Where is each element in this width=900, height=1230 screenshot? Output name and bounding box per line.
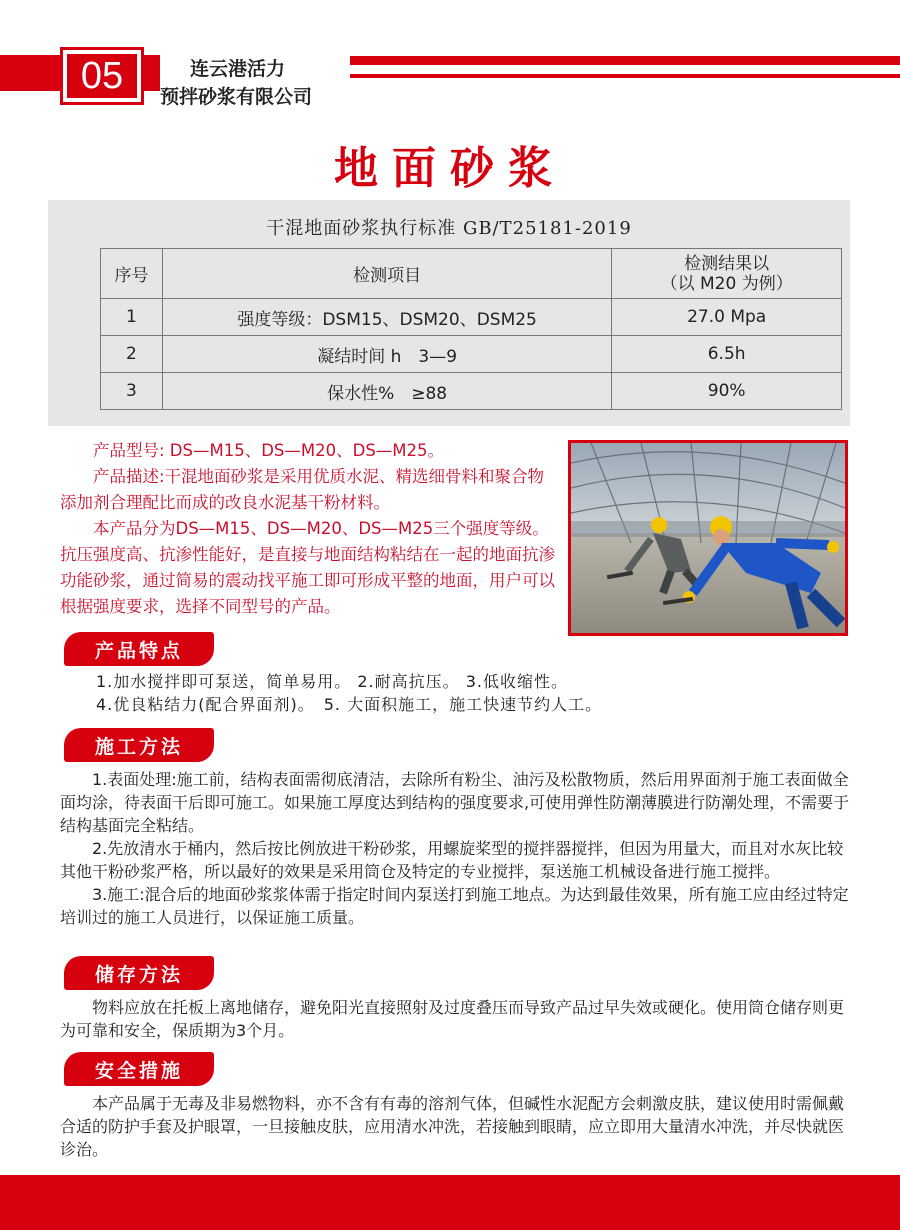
standard-panel xyxy=(48,200,850,426)
table-cell-result: 6.5h xyxy=(612,336,842,373)
table-cell-result: 90% xyxy=(612,373,842,410)
header-stripe-thick xyxy=(350,56,900,65)
table-header-cell: 序号 xyxy=(101,249,163,299)
product-intro: 产品描述:干混地面砂浆是采用优质水泥、精选细骨料和聚合物添加剂合理配比而成的改良水泥基干粉材料。 xyxy=(60,467,545,512)
company-name-line1: 连云港活力 xyxy=(190,58,286,80)
table-cell-result: 27.0 Mpa xyxy=(612,299,842,336)
features-heading: 产品特点 xyxy=(64,632,214,666)
construction-text xyxy=(60,768,850,929)
table-row xyxy=(101,299,842,336)
company-name-line2: 预拌砂浆有限公司 xyxy=(160,86,313,108)
workers-photo xyxy=(568,440,848,636)
header-stripe-thin xyxy=(350,74,900,78)
safety-heading: 安全措施 xyxy=(64,1052,214,1086)
table-row xyxy=(101,373,842,410)
features-line-1: 1.加水搅拌即可泵送，简单易用。 2.耐高抗压。 3.低收缩性。 xyxy=(96,672,568,691)
standard-table xyxy=(100,248,842,410)
construction-heading: 施工方法 xyxy=(64,728,214,762)
table-cell-no: 2 xyxy=(101,336,163,373)
page-title: 地面砂浆 xyxy=(334,143,566,194)
product-model: 产品型号: DS—M15、DS—M20、DS—M25。 xyxy=(93,441,445,460)
construction-step-3: 3.施工:混合后的地面砂浆浆体需于指定时间内泵送打到施工地点。为达到最佳效果，所有施工应由经过特定培训过的施工人员进行，以保证施工质量。 xyxy=(60,885,849,927)
standard-title: 干混地面砂浆执行标准 GB/T25181-2019 xyxy=(266,218,632,239)
table-header-result-note: （以 M20 为例） xyxy=(660,273,793,294)
table-header-row xyxy=(101,249,842,299)
table-cell-item: 强度等级：DSM15、DSM20、DSM25 xyxy=(162,299,611,336)
workers-illustration xyxy=(571,443,845,633)
safety-paragraph: 本产品属于无毒及非易燃物料，亦不含有有毒的溶剂气体，但碱性水泥配方会刺激皮肤，建议使用时需佩戴合适的防护手套及护眼罩，一旦接触皮肤，应用清水冲洗，若接触到眼睛，应立即用大量清水冲洗，并尽快就医诊治。 xyxy=(60,1094,845,1159)
product-details: 本产品分为DS—M15、DS—M20、DS—M25三个强度等级。抗压强度高、抗渗性能好，是直接与地面结构粘结在一起的地面抗渗功能砂浆，通过简易的震动找平施工即可形成平整的地面，用户可以根据强度要求，选择不同型号的产品。 xyxy=(60,519,555,616)
construction-step-1: 1.表面处理:施工前，结构表面需彻底清洁，去除所有粉尘、油污及松散物质，然后用界面剂于施工表面做全面均涂，待表面干后即可施工。如果施工厚度达到结构的强度要求,可使用弹性防潮薄膜进行防潮处理，不需要于结构基面完全粘结。 xyxy=(60,770,850,835)
page-number: 05 xyxy=(67,54,137,98)
storage-text xyxy=(60,996,850,1042)
storage-heading: 储存方法 xyxy=(64,956,214,990)
table-cell-item: 凝结时间 h 3—9 xyxy=(162,336,611,373)
construction-step-2: 2.先放清水于桶内，然后按比例放进干粉砂浆，用螺旋桨型的搅拌器搅拌，但因为用量大，而且对水灰比较其他干粉砂浆严格，所以最好的效果是采用筒仓及特定的专业搅拌，泵送施工机械设备进行施工搅拌。 xyxy=(60,839,844,881)
table-header-cell xyxy=(612,249,842,299)
table-row xyxy=(101,336,842,373)
table-header-result: 检测结果以 xyxy=(684,253,770,274)
features-line-2: 4.优良粘结力(配合界面剂)。 5. 大面积施工，施工快速节约人工。 xyxy=(96,695,603,714)
company-name xyxy=(160,55,345,111)
table-cell-no: 3 xyxy=(101,373,163,410)
table-header-cell: 检测项目 xyxy=(162,249,611,299)
safety-text xyxy=(60,1092,850,1161)
footer-bar xyxy=(0,1175,900,1230)
table-cell-no: 1 xyxy=(101,299,163,336)
page-number-box xyxy=(60,47,144,105)
storage-paragraph: 物料应放在托板上离地储存，避免阳光直接照射及过度叠压而导致产品过早失效或硬化。使用筒仓储存则更为可靠和安全，保质期为3个月。 xyxy=(60,998,845,1040)
table-cell-item: 保水性% ≥88 xyxy=(162,373,611,410)
product-description xyxy=(60,438,560,620)
